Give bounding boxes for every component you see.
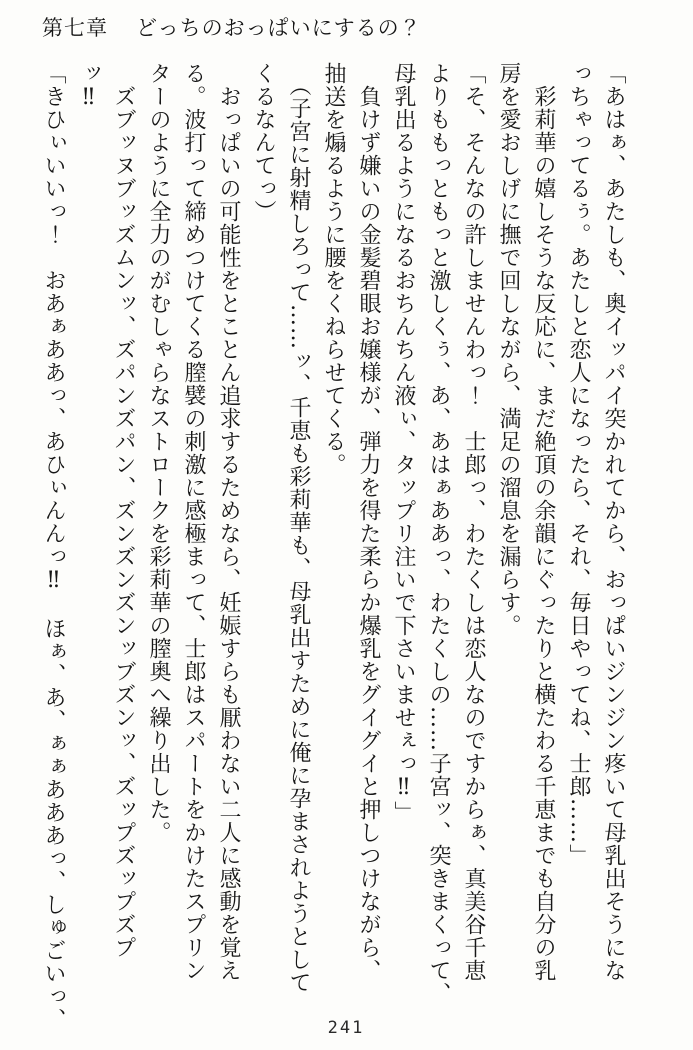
text-line-15: ズブッヌブッズムンッ、ズパンズパン、ズンズンズンッブズンッ、ズップズップズプ bbox=[111, 62, 136, 959]
text-line-11: くるなんてっ） bbox=[251, 62, 276, 223]
text-line-5: 「そ、そんなの許しませんわっ！ 士郎っ、わたくしは恋人なのですからぁ、真美谷千恵 bbox=[461, 62, 486, 982]
chapter-title: どっちのおっぱいにするの？ bbox=[136, 16, 422, 40]
text-line-7: 母乳出るようになるおちんちん液ぃ、タップリ注いで下さいませぇっ‼」 bbox=[391, 62, 416, 824]
text-line-17: 「きひぃいいっ！ おあぁああっ、あひぃんんっ‼ ほぁ、あ、ぁぁあああっ、しゅごいっ、 bbox=[41, 62, 66, 1031]
text-line-13: る。波打って締めつけてくる膣襞の刺激に感極まって、士郎はスパートをかけたスプリン bbox=[181, 62, 206, 982]
text-line-16: ッ‼ bbox=[76, 62, 101, 111]
text-line-9: 抽送を煽るように腰をくねらせてくる。 bbox=[321, 62, 346, 476]
chapter-header bbox=[42, 12, 422, 42]
text-line-12: おっぱいの可能性をとことん追求するためなら、妊娠すらも厭わない二人に感動を覚え bbox=[216, 62, 241, 982]
text-line-10: （子宮に射精しろって……ッ、千恵も彩莉華も、母乳出すために俺に孕まされようとして bbox=[286, 62, 311, 994]
chapter-number: 第七章 bbox=[42, 16, 108, 40]
text-line-6: よりももっともっと激しくぅ、あ、あはぁああっ、わたくしの……子宮ッ、突きまくって、 bbox=[426, 62, 451, 1005]
text-line-4: 房を愛おしげに撫で回しながら、満足の溜息を漏らす。 bbox=[496, 62, 521, 637]
text-line-2: っちゃってるぅ。あたしと恋人になったら、それ、毎日やってね、士郎……」 bbox=[566, 62, 591, 867]
text-line-14: ターのように全力のがむしゃらなストロークを彩莉華の膣奥へ繰り出した。 bbox=[146, 62, 171, 844]
text-line-3: 彩莉華の嬉しそうな反応に、まだ絶頂の余韻にぐったりと横たわる千恵までも自分の乳 bbox=[531, 62, 556, 982]
body-text bbox=[31, 62, 631, 1034]
text-line-1: 「あはぁ、あたしも、奥イッパイ突かれてから、おっぱいジンジン疼いて母乳出そうにな bbox=[601, 62, 626, 982]
text-line-8: 負けず嫌いの金髪碧眼お嬢様が、弾力を得た柔らか爆乳をグイグイと押しつけながら、 bbox=[356, 62, 381, 982]
page-number: 241 bbox=[327, 1018, 365, 1038]
